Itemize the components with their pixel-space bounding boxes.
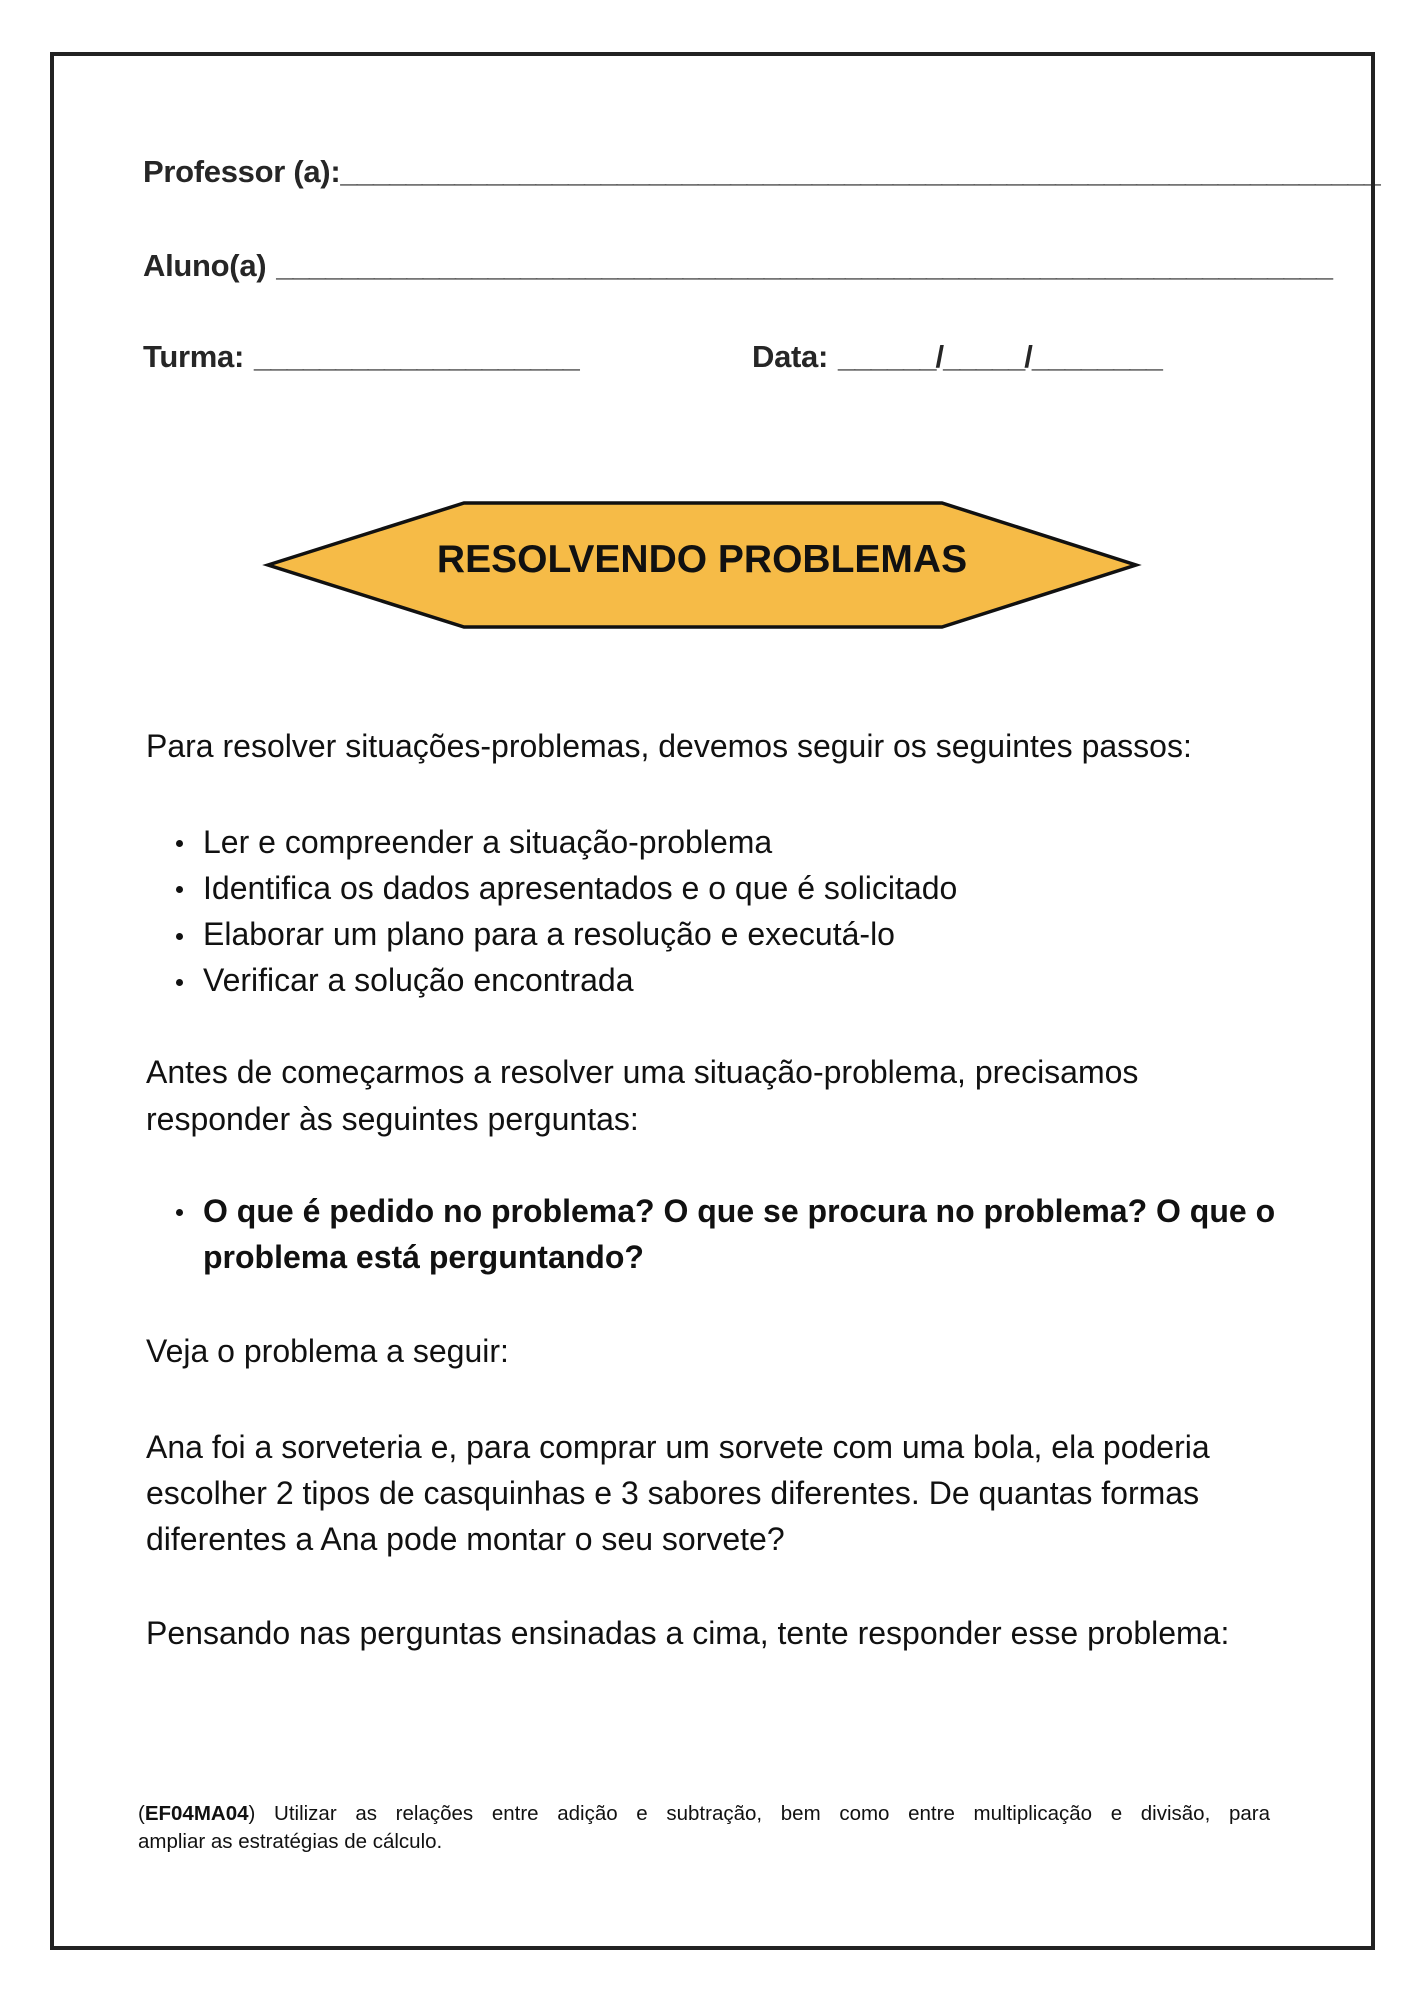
question-line: problema está perguntando? [203,1239,644,1275]
class-label: Turma: [143,339,244,374]
bullet-icon [176,933,183,940]
footnote-line-1 [138,1800,1270,1828]
before-line: responder às seguintes perguntas: [146,1101,639,1137]
step-text: Elaborar um plano para a resolução e executá-lo [203,916,895,952]
student-label: Aluno(a) [143,248,267,283]
student-blank-line[interactable]: _________________________________________________________________ [276,248,1332,283]
date-field[interactable] [752,339,1190,375]
bullet-icon [176,1209,183,1216]
bullet-icon [176,840,183,847]
question-line: O que é pedido no problema? O que se procura no problema? O que o [203,1193,1276,1229]
footnote-line-2: ampliar as estratégias de cálculo. [138,1830,443,1853]
bullet-icon [176,886,183,893]
prompt-text: Pensando nas perguntas ensinadas a cima, tente responder esse problema: [146,1615,1230,1651]
teacher-blank-line[interactable]: ________________________________________________________________ [340,154,1380,189]
class-blank-line[interactable]: ____________________ [253,339,579,374]
student-field[interactable] [143,248,1332,284]
footnote-open-paren: ( [138,1802,145,1825]
problem-line: Ana foi a sorveteria e, para comprar um sorvete com uma bola, ela poderia [146,1429,1210,1465]
footnote-text: ) Utilizar as relações entre adição e subtração, bem como entre multiplicação e divisão, para [248,1802,1270,1825]
step-text: Ler e compreender a situação-problema [203,824,773,860]
problem-line: escolher 2 tipos de casquinhas e 3 sabores diferentes. De quantas formas [146,1475,1200,1511]
date-label: Data: [752,339,829,374]
skill-code: EF04MA04 [144,1802,249,1825]
before-line: Antes de começarmos a resolver uma situação-problema, precisamos [146,1054,1139,1090]
banner-title: RESOLVENDO PROBLEMAS [436,538,968,581]
bullet-icon [176,979,183,986]
step-text: Identifica os dados apresentados e o que é solicitado [203,870,958,906]
step-text: Verificar a solução encontrada [203,962,634,998]
teacher-field[interactable] [143,154,1380,190]
problem-line: diferentes a Ana pode montar o seu sorvete? [146,1521,785,1557]
class-field[interactable] [143,339,579,375]
intro-text: Para resolver situações-problemas, devemos seguir os seguintes passos: [146,728,1192,764]
see-problem-text: Veja o problema a seguir: [146,1333,509,1369]
teacher-label: Professor (a): [143,154,341,189]
page-border [50,52,1380,1950]
date-blank-line[interactable]: ______/_____/________ [838,339,1162,374]
